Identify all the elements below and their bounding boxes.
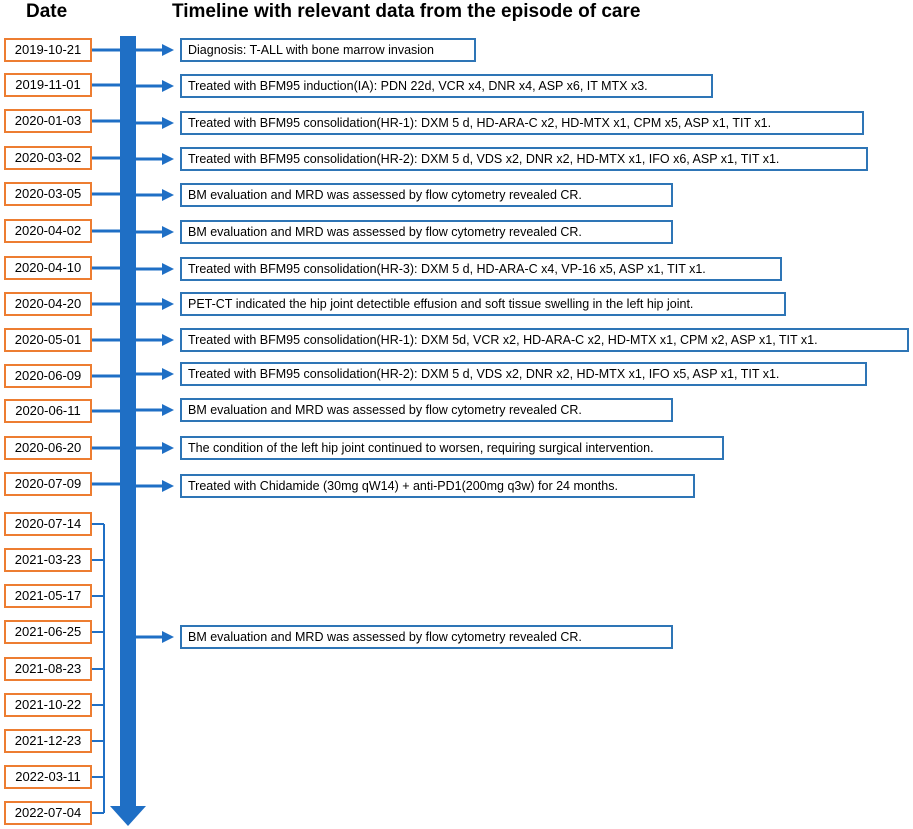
date-box: 2020-05-01 <box>4 328 92 352</box>
date-box: 2021-10-22 <box>4 693 92 717</box>
event-box: Diagnosis: T-ALL with bone marrow invasion <box>180 38 476 62</box>
timeline-column-header: Timeline with relevant data from the episode of care <box>172 1 641 22</box>
event-arrow-head <box>162 368 174 380</box>
date-box: 2019-11-01 <box>4 73 92 97</box>
event-arrow-head <box>162 442 174 454</box>
date-box: 2022-03-11 <box>4 765 92 789</box>
event-arrow-head <box>162 631 174 643</box>
event-arrow-head <box>162 480 174 492</box>
event-arrow-head <box>162 117 174 129</box>
date-box: 2020-07-14 <box>4 512 92 536</box>
event-box: BM evaluation and MRD was assessed by flow cytometry revealed CR. <box>180 183 673 207</box>
event-arrow-head <box>162 153 174 165</box>
date-box: 2021-08-23 <box>4 657 92 681</box>
event-arrow-head <box>162 44 174 56</box>
event-arrow-head <box>162 189 174 201</box>
event-box: Treated with BFM95 consolidation(HR-1): DXM 5d, VCR x2, HD-ARA-C x2, HD-MTX x1, CPM x2, ASP x1, TIT x1. <box>180 328 909 352</box>
event-box: PET-CT indicated the hip joint detectible effusion and soft tissue swelling in the left hip joint. <box>180 292 786 316</box>
date-column-header: Date <box>26 1 68 22</box>
date-box: 2020-04-02 <box>4 219 92 243</box>
event-box: Treated with BFM95 induction(IA): PDN 22d, VCR x4, DNR x4, ASP x6, IT MTX x3. <box>180 74 713 98</box>
timeline-main-bar <box>120 36 136 808</box>
event-box: BM evaluation and MRD was assessed by flow cytometry revealed CR. <box>180 398 673 422</box>
event-box: BM evaluation and MRD was assessed by flow cytometry revealed CR. <box>180 625 673 649</box>
date-box: 2020-01-03 <box>4 109 92 133</box>
date-box: 2020-04-20 <box>4 292 92 316</box>
date-box: 2021-03-23 <box>4 548 92 572</box>
date-box: 2020-07-09 <box>4 472 92 496</box>
date-box: 2020-06-09 <box>4 364 92 388</box>
date-box: 2021-12-23 <box>4 729 92 753</box>
date-box: 2020-03-02 <box>4 146 92 170</box>
event-box: BM evaluation and MRD was assessed by flow cytometry revealed CR. <box>180 220 673 244</box>
date-box: 2020-03-05 <box>4 182 92 206</box>
date-box: 2019-10-21 <box>4 38 92 62</box>
event-arrow-head <box>162 226 174 238</box>
event-box: The condition of the left hip joint continued to worsen, requiring surgical intervention. <box>180 436 724 460</box>
event-box: Treated with BFM95 consolidation(HR-2): DXM 5 d, VDS x2, DNR x2, HD-MTX x1, IFO x6, ASP x1, TIT x1. <box>180 147 868 171</box>
event-arrow-head <box>162 80 174 92</box>
event-arrow-head <box>162 263 174 275</box>
date-box: 2021-06-25 <box>4 620 92 644</box>
event-arrow-head <box>162 404 174 416</box>
event-box: Treated with BFM95 consolidation(HR-2): DXM 5 d, VDS x2, DNR x2, HD-MTX x1, IFO x5, ASP x1, TIT x1. <box>180 362 867 386</box>
date-box: 2022-07-04 <box>4 801 92 825</box>
event-box: Treated with BFM95 consolidation(HR-3): DXM 5 d, HD-ARA-C x4, VP-16 x5, ASP x1, TIT x1. <box>180 257 782 281</box>
date-box: 2020-04-10 <box>4 256 92 280</box>
event-arrow-head <box>162 334 174 346</box>
date-box: 2020-06-11 <box>4 399 92 423</box>
event-box: Treated with BFM95 consolidation(HR-1): DXM 5 d, HD-ARA-C x2, HD-MTX x1, CPM x5, ASP x1, TIT x1. <box>180 111 864 135</box>
timeline-end-arrowhead <box>110 806 146 826</box>
date-box: 2020-06-20 <box>4 436 92 460</box>
event-arrow-head <box>162 298 174 310</box>
date-box: 2021-05-17 <box>4 584 92 608</box>
event-box: Treated with Chidamide (30mg qW14) + anti-PD1(200mg q3w) for 24 months. <box>180 474 695 498</box>
